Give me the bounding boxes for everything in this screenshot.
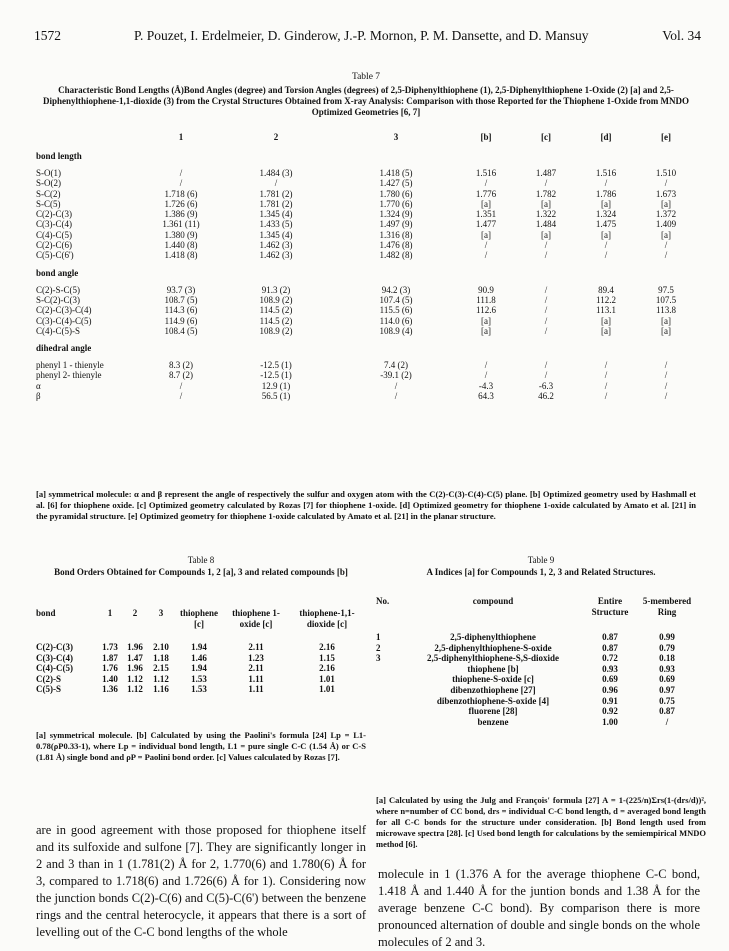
table7-cell: 107.5 <box>655 294 677 305</box>
table8-cell: 2.11 <box>248 642 264 652</box>
table7-footnote: [a] symmetrical molecule: α and β represent the angle of respectively the sulfur and oxygen atom with the C(2)-C(3)-C(4)-C(5) plane. [b] Optimized geometry used by Hashmall et al. [6] for thiophene oxide. [c] Optimized geometry calculated by Rozas [7] for thiophene 1-oxide. [d] Optimized geometry for thiophene 1-oxide calculated by Amato et al. [21] in the pyramidal structure. [e] Optimized geometry for thiophene 1-oxide calculated by Amato et al. [21] in the planar structure. <box>36 489 696 521</box>
table8 <box>36 608 366 695</box>
table7-cell: / <box>179 380 183 391</box>
table9-cell: 0.75 <box>659 695 675 706</box>
table7-cell: / <box>544 178 548 189</box>
table7-cell: 93.7 (3) <box>166 284 196 295</box>
table7-cell: 1.477 <box>475 219 497 230</box>
table7-cell: / <box>604 178 608 189</box>
table8-cell: 1.73 <box>102 642 118 652</box>
table9-row-number <box>376 717 404 728</box>
body-text-left: are in good agreement with those proposed for thiophene itself and its sulfoxide and sulfone [7]. They are significantly longer in 2 and 3 than in 1 (1.781(2) Å for 2, 1.770(6) and 1.780(6) Å for 3, compared to 1.718(6) and 1.726(6) Å for 1). Considering now the junction bonds C(2)-C(6) and C(5)-C(6') between the benzene rings and the central heterocycle, it appears that there is a sort of levelling out of the C-C bond lengths of the whole <box>36 823 366 939</box>
table7-header-row <box>36 130 696 144</box>
table7-cell: 1.781 (2) <box>259 198 293 209</box>
table7-row-label: C(3)-C(4)-C(5) <box>36 315 92 326</box>
table8-cell: 2.16 <box>319 663 335 673</box>
table7-cell: 108.9 (2) <box>259 294 293 305</box>
table7-cell: 108.9 (4) <box>379 325 413 336</box>
table7-section-row <box>36 261 696 285</box>
table7-cell: 1.361 (11) <box>162 219 200 230</box>
table8-row <box>36 674 366 685</box>
table8-cell: 1.15 <box>319 652 335 663</box>
table8-cell: 2.16 <box>319 642 335 652</box>
table9-row <box>376 643 696 654</box>
table9-cell: 0.92 <box>602 706 618 717</box>
table7-cell: 1.482 (8) <box>379 250 413 261</box>
table9-compound: dibenzothiophene-S-oxide [4] <box>436 695 550 706</box>
table9-cell: 0.96 <box>602 685 618 696</box>
table7-row-label: phenyl 1 - thienyle <box>36 360 104 371</box>
table7-cell: -12.5 (1) <box>260 370 292 381</box>
table9-compound: thiophene [b] <box>467 663 519 674</box>
table7-cell: 1.497 (9) <box>379 219 413 230</box>
table7-cell: 108.4 (5) <box>164 325 198 336</box>
table7-cell: 1.345 (4) <box>259 229 293 240</box>
table8-title: Table 8 <box>187 555 215 565</box>
table7-cell: [a] <box>481 315 491 326</box>
table8-column-header: 2 <box>132 608 138 618</box>
table7-cell: / <box>664 380 668 391</box>
table7-cell: / <box>604 240 608 251</box>
table9-row <box>376 664 696 675</box>
table7-cell: 90.9 <box>478 284 494 295</box>
table7-cell: 1.781 (2) <box>259 188 293 199</box>
table7-cell: 8.7 (2) <box>169 370 193 381</box>
table7-row-label: C(4)-C(5)-S <box>36 325 80 336</box>
table9-cell: 0.18 <box>659 653 675 664</box>
table8-row-label: C(2)-C(3) <box>36 642 73 652</box>
table8-cell: 2.10 <box>153 642 169 652</box>
table7-cell: 113.8 <box>656 305 676 316</box>
table7-row <box>36 178 696 188</box>
table7-cell: [a] <box>541 198 551 209</box>
table7-cell: 64.3 <box>478 391 494 402</box>
table9-row <box>376 632 696 643</box>
table7-row <box>36 305 696 315</box>
table7-cell: / <box>394 391 398 402</box>
table7-cell: [a] <box>481 229 491 240</box>
table7-row <box>36 295 696 305</box>
table9-cell: 0.79 <box>659 642 675 653</box>
table7-cell: / <box>179 178 183 189</box>
table7-cell: [a] <box>601 325 611 336</box>
table7-cell: 91.3 (2) <box>261 284 291 295</box>
table9-cell: 0.69 <box>602 674 618 685</box>
table7-cell: 114.5 (2) <box>259 305 293 316</box>
page-number: 1572 <box>34 28 61 43</box>
table7-column-header: [b] <box>480 131 492 142</box>
table7-cell: -4.3 <box>478 380 494 391</box>
table9-column-header: No. <box>376 596 390 606</box>
table7-row <box>36 189 696 199</box>
table7-row-label: C(3)-C(4) <box>36 219 72 230</box>
table7-cell: [a] <box>541 229 551 240</box>
table7-cell: 1.510 <box>655 168 677 178</box>
table7-cell: 1.324 (9) <box>379 209 413 220</box>
table9-row-number: 1 <box>376 632 381 643</box>
table7-cell: [a] <box>661 229 671 240</box>
table9-row <box>376 696 696 707</box>
table7 <box>36 130 696 401</box>
table8-caption-block <box>36 555 366 578</box>
table7-row-label: C(2)-C(6) <box>36 240 72 251</box>
table7-caption: Characteristic Bond Lengths (Å)Bond Angles (degree) and Torsion Angles (degrees) of 2,5-Diphenylthiophene (1), 2,5-Diphenylthiophene 1-Oxide (2) [a] and 2,5-Diphenylthiophene-1,1-dioxide (3) from the Crystal Structures Obtained from X-ray Analysis: Comparison with those Reported for the Thiophene 1-Oxide from MNDO Optimized Geometries [6, 7] <box>43 85 689 117</box>
table7-cell: 12.9 (1) <box>261 380 291 391</box>
table7-cell: 1.780 (6) <box>379 188 413 199</box>
table7-row-label: C(2)-C(3)-C(4) <box>36 305 92 316</box>
table8-column-header: 1 <box>107 608 113 618</box>
table9-row-number <box>376 664 404 675</box>
table7-row <box>36 381 696 391</box>
table7-cell: [a] <box>661 198 671 209</box>
table7-cell: 1.386 (9) <box>164 209 198 220</box>
table7-cell: 108.9 (2) <box>259 325 293 336</box>
table7-cell: 97.5 <box>658 284 674 295</box>
table8-cell: 1.87 <box>102 652 118 663</box>
table8-cell: 2.15 <box>153 663 169 673</box>
table7-cell: / <box>484 370 488 381</box>
table8-cell: 1.53 <box>191 684 207 694</box>
table7-cell: 1.418 (8) <box>164 250 198 261</box>
table7-row <box>36 326 696 336</box>
table7-cell: 1.440 (8) <box>164 240 198 251</box>
table7-cell: 89.4 <box>598 284 614 295</box>
table8-cell: 1.12 <box>127 684 143 694</box>
table7-cell: 1.475 <box>595 219 617 230</box>
table7-cell: / <box>484 240 488 251</box>
table7-row <box>36 219 696 229</box>
table7-cell: / <box>544 315 548 326</box>
table7-cell: / <box>544 305 548 316</box>
table9-column-header: 5-membered Ring <box>642 596 692 617</box>
table7-section-heading: bond angle <box>36 267 79 278</box>
table7-column-header: 2 <box>273 131 279 142</box>
table7-cell: [a] <box>601 229 611 240</box>
table8-cell: 1.47 <box>127 652 143 663</box>
table7-cell: 56.5 (1) <box>261 391 291 402</box>
table7-cell: [a] <box>481 198 491 209</box>
table7-cell: 114.5 (2) <box>259 315 293 326</box>
table7-cell: / <box>664 250 668 261</box>
table7-row-label: C(5)-C(6') <box>36 250 74 261</box>
table7-cell: / <box>604 370 608 381</box>
table9-cell: / <box>665 716 669 727</box>
table7-cell: 1.484 <box>535 219 557 230</box>
table8-cell: 1.96 <box>127 642 143 652</box>
table7-cell: [a] <box>661 315 671 326</box>
table7-cell: 1.372 <box>655 209 677 220</box>
table8-row <box>36 663 366 674</box>
table7-row <box>36 370 696 380</box>
table7-cell: / <box>664 240 668 251</box>
table9-cell: 0.93 <box>602 663 618 674</box>
table8-column-header: bond <box>36 608 56 618</box>
table7-cell: -39.1 (2) <box>380 370 412 381</box>
table9-title: Table 9 <box>527 555 555 565</box>
table9-row <box>376 685 696 696</box>
table7-cell: 114.9 (6) <box>164 315 198 326</box>
table7-cell: [a] <box>481 325 491 336</box>
table7-cell: -12.5 (1) <box>260 360 292 371</box>
table7-row-label: S-C(5) <box>36 198 61 209</box>
table7-cell: / <box>604 360 608 371</box>
table7-cell: 1.380 (9) <box>164 229 198 240</box>
table8-cell: 1.11 <box>248 673 264 684</box>
table7-cell: 1.345 (4) <box>259 209 293 220</box>
table8-row <box>36 653 366 664</box>
table7-cell: 111.8 <box>476 294 496 305</box>
table9-row-number <box>376 674 404 685</box>
table7-cell: 1.324 <box>595 209 617 220</box>
table7-cell: / <box>179 168 183 178</box>
table7-row-label: S-O(2) <box>36 178 61 189</box>
table7-cell: / <box>604 391 608 402</box>
table8-column-header: thiophene-1,1-dioxide [c] <box>299 608 355 629</box>
table9-cell: 0.87 <box>659 706 675 717</box>
table7-cell: 1.462 (3) <box>259 240 293 251</box>
table8-column-header: thiophene 1-oxide [c] <box>232 608 280 629</box>
table7-section-heading: dihedral angle <box>36 343 92 353</box>
table7-cell: / <box>544 250 548 261</box>
table9-row-number: 3 <box>376 653 381 664</box>
table9-compound: 2,5-diphenylthiophene-S,S-dioxide <box>426 653 560 664</box>
table7-cell: / <box>484 360 488 371</box>
table9-column-header: Entire Structure <box>591 596 629 617</box>
table8-cell: 1.46 <box>191 652 207 663</box>
table7-row-label: C(4)-C(5) <box>36 229 72 240</box>
table9-compound: 2,5-diphenylthiophene <box>450 632 536 643</box>
table7-cell: 1.673 <box>655 188 677 199</box>
table7-cell: / <box>544 294 548 305</box>
table7-row <box>36 250 696 260</box>
table7-row <box>36 391 696 401</box>
table8-cell: 1.18 <box>153 652 169 663</box>
table9-compound: 2,5-diphenylthiophene-S-oxide <box>434 642 552 653</box>
running-header <box>34 28 701 48</box>
table7-cell: / <box>179 391 183 402</box>
table7-section-row <box>36 144 696 168</box>
table8-row-label: C(5)-S <box>36 684 61 694</box>
table9-compound: benzene <box>477 716 509 727</box>
table8-cell: 1.96 <box>127 663 143 673</box>
table7-cell: [a] <box>661 325 671 336</box>
table7-cell: 1.776 <box>475 188 497 199</box>
table9-caption-block <box>376 555 706 578</box>
table7-cell: / <box>604 250 608 261</box>
table8-cell: 1.40 <box>102 673 118 684</box>
table7-cell: 1.322 <box>535 209 557 220</box>
table8-row-label: C(2)-S <box>36 673 61 684</box>
table7-cell: / <box>664 360 668 371</box>
table7-cell: / <box>544 284 548 295</box>
table7-cell: / <box>544 325 548 336</box>
table8-caption: Bond Orders Obtained for Compounds 1, 2 [a], 3 and related compounds [b] <box>54 566 348 577</box>
table7-cell: 7.4 (2) <box>384 360 408 371</box>
table7-cell: 1.316 (8) <box>379 229 413 240</box>
table8-cell: 1.16 <box>153 684 169 694</box>
table7-cell: 8.3 (2) <box>169 360 193 371</box>
table7-cell: 112.2 <box>596 294 616 305</box>
table7-row-label: α <box>36 380 41 391</box>
table7-cell: 94.2 (3) <box>381 284 411 295</box>
table7-column-header: 3 <box>393 131 399 142</box>
table9-cell: 0.97 <box>659 685 675 696</box>
body-text-right: molecule in 1 (1.376 A for the average thiophene C-C bond, 1.418 Å and 1.440 Å for the juntion bonds and 1.38 Å for the average benzene C-C bond). By comparison there is more pronounced alternation of double and single bonds on the whole molecules of 2 and 3. <box>378 867 700 949</box>
table7-cell: / <box>274 178 278 189</box>
table8-row-label: C(3)-C(4) <box>36 652 73 663</box>
table7-cell: / <box>664 370 668 381</box>
volume-label: Vol. 34 <box>662 28 701 43</box>
table8-footnote: [a] symmetrical molecule. [b] Calculated by using the Paolini's formula [24] Lp = L1-0.78(ρP0.33-1), where Lp = individual bond length, L1 = pure single C-C (1.54 Å) or C-S (1.81 Å) single bond and ρP = Paolini bond order. [c] Values calculated by Rozas [7]. <box>36 730 366 762</box>
table9-cell: 0.69 <box>659 674 675 685</box>
table7-cell: / <box>544 370 548 381</box>
table9-footnote: [a] Calculated by using the Julg and François' formula [27] A = 1-(225/n)Σrs(1-(drs/d))², where n=number of CC bond, drs = individual C-C bond length, d = averaged bond length for all C-C bonds for the structure under consideration. [b] Bond length used from microwave spectra [28]. [c] Used bond length for calculations by the semiempirical MNDO method [6]. <box>376 795 706 849</box>
table7-row <box>36 240 696 250</box>
table7-cell: / <box>484 178 488 189</box>
table9-row-number <box>376 706 404 717</box>
table7-column-header: [d] <box>600 131 612 142</box>
table9-compound: thiophene-S-oxide [c] <box>452 674 534 685</box>
table7-column-header <box>36 130 146 144</box>
table9-row <box>376 706 696 717</box>
table9-cell: 0.91 <box>602 695 618 706</box>
table8-cell: 1.76 <box>102 663 118 673</box>
table9-header-row <box>376 596 696 632</box>
table7-cell: 1.351 <box>475 209 497 220</box>
table8-column-header: 3 <box>158 608 164 618</box>
table7-cell: 115.5 (6) <box>379 305 413 316</box>
table7-cell: -6.3 <box>538 380 554 391</box>
table7-row <box>36 209 696 219</box>
table7-cell: 1.770 (6) <box>379 198 413 209</box>
table7-cell: / <box>544 360 548 371</box>
table9-row-number: 2 <box>376 642 381 653</box>
table9-caption: A Indices [a] for Compounds 1, 2, 3 and Related Structures. <box>426 566 656 577</box>
table8-row <box>36 684 366 695</box>
table7-cell: 1.409 <box>655 219 677 230</box>
table9-compound: dibenzothiophene [27] <box>450 685 536 696</box>
table7-cell: 114.0 (6) <box>379 315 413 326</box>
table7-row-label: β <box>36 391 41 402</box>
table8-cell: 1.23 <box>248 652 264 663</box>
table7-cell: 107.4 (5) <box>379 294 413 305</box>
table8-cell: 1.01 <box>319 673 335 684</box>
table9-cell: 1.00 <box>602 716 618 727</box>
running-authors: P. Pouzet, I. Erdelmeier, D. Ginderow, J.-P. Mornon, P. M. Dansette, and D. Mansuy <box>134 28 589 43</box>
table7-cell: 1.462 (3) <box>259 250 293 261</box>
table7-row <box>36 360 696 370</box>
table8-row-label: C(4)-C(5) <box>36 663 73 673</box>
table7-cell: 114.3 (6) <box>164 305 198 316</box>
table9-row <box>376 674 696 685</box>
table7-cell: [a] <box>601 198 611 209</box>
table8-cell: 1.94 <box>191 642 207 652</box>
table7-cell: 1.433 (5) <box>259 219 293 230</box>
table8-cell: 1.12 <box>127 673 143 684</box>
table7-cell: [a] <box>601 315 611 326</box>
table9-row <box>376 653 696 664</box>
table7-row-label: C(2)-S-C(5) <box>36 284 80 295</box>
table7-column-header: [e] <box>661 131 671 142</box>
table9 <box>376 596 696 727</box>
table7-row-label: S-O(1) <box>36 168 61 178</box>
table7-row <box>36 168 696 178</box>
table7-cell: / <box>544 240 548 251</box>
table7-cell: 1.487 <box>535 168 557 178</box>
table9-cell: 0.99 <box>659 632 675 643</box>
table7-column-header: 1 <box>178 131 184 142</box>
table7-row <box>36 230 696 240</box>
table8-cell: 2.11 <box>248 663 264 673</box>
table7-cell: 1.718 (6) <box>164 188 198 199</box>
table7-cell: / <box>394 380 398 391</box>
table7-section-heading: bond length <box>36 150 82 161</box>
table7-cell: 46.2 <box>538 391 554 402</box>
table7-cell: 1.418 (5) <box>379 168 413 178</box>
table8-cell: 1.11 <box>248 684 264 694</box>
table9-cell: 0.87 <box>602 632 618 643</box>
table7-cell: 1.484 (3) <box>259 168 293 178</box>
table7-cell: 1.786 <box>595 188 617 199</box>
table7-caption-block <box>36 72 696 118</box>
table9-cell: 0.93 <box>659 663 675 674</box>
table7-row-label: S-C(2) <box>36 188 61 199</box>
table9-row-number <box>376 685 404 696</box>
table7-section-row <box>36 336 696 360</box>
table7-cell: 1.782 <box>535 188 557 199</box>
table7-title: Table 7 <box>351 72 381 82</box>
table7-row <box>36 285 696 295</box>
table7-cell: 112.6 <box>476 305 496 316</box>
table9-row-number <box>376 696 404 707</box>
table8-cell: 1.12 <box>153 673 169 684</box>
table8-header-row <box>36 608 366 642</box>
table7-row-label: S-C(2)-C(3) <box>36 294 80 305</box>
table7-row-label: phenyl 2- thienyle <box>36 370 102 381</box>
table7-column-header: [c] <box>541 131 551 142</box>
table7-cell: / <box>484 250 488 261</box>
table7-cell: 1.516 <box>475 168 497 178</box>
table7-cell: 113.1 <box>596 305 616 316</box>
table8-cell: 1.36 <box>102 684 118 694</box>
table7-cell: / <box>604 380 608 391</box>
table8-column-header: thiophene [c] <box>179 608 218 629</box>
table7-cell: / <box>664 391 668 402</box>
table8-cell: 1.01 <box>319 684 335 694</box>
table7-cell: 1.427 (5) <box>379 178 413 189</box>
table9-cell: 0.72 <box>602 653 618 664</box>
table7-row <box>36 199 696 209</box>
table8-cell: 1.53 <box>191 673 207 684</box>
table7-cell: 108.7 (5) <box>164 294 198 305</box>
table7-cell: 1.476 (8) <box>379 240 413 251</box>
table7-cell: / <box>664 178 668 189</box>
table8-row <box>36 642 366 653</box>
table9-column-header: compound <box>472 596 514 606</box>
table9-cell: 0.87 <box>602 642 618 653</box>
table7-row-label: C(2)-C(3) <box>36 209 72 220</box>
table7-row <box>36 316 696 326</box>
table9-row <box>376 717 696 728</box>
table9-compound: fluorene [28] <box>468 706 518 717</box>
table8-cell: 1.94 <box>191 663 207 673</box>
table7-cell: 1.726 (6) <box>164 198 198 209</box>
table7-cell: 1.516 <box>595 168 617 178</box>
